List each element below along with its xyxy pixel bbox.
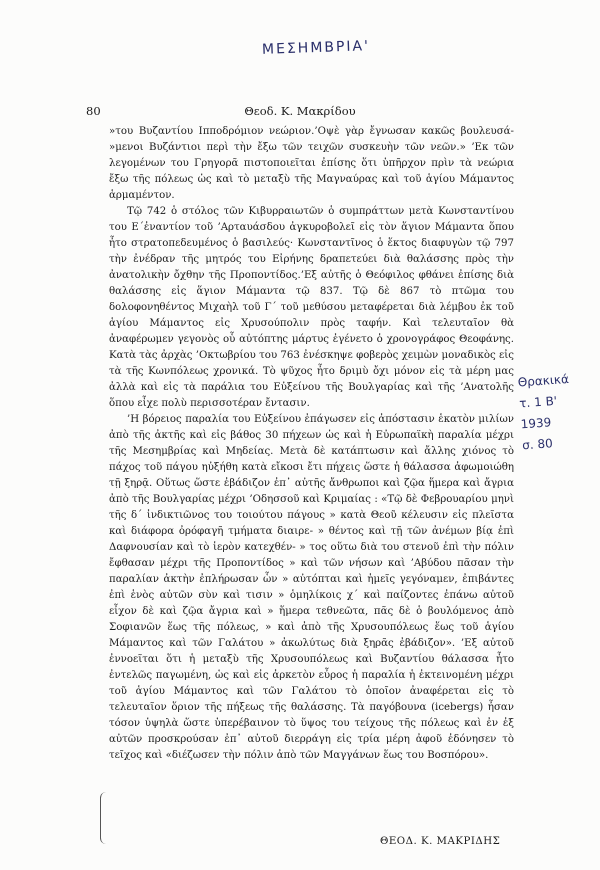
margin-note-line: τ. 1 Β' (518, 393, 558, 411)
running-header (86, 104, 514, 120)
margin-note-line: Θρακικά (517, 371, 570, 390)
paragraph: ’Η βόρειος παραλία του Εὐξείνου ἐπάγωσεν εἰς ἀπόστασιν ἑκατὸν μιλίων ἀπὸ τῆς ἀκτῆς καὶ εἰς βάθος 30 πήχεων ὡς καὶ ἡ Εὐρωπαϊκὴ παραλία μέχρι τῆς Μεσημβρίας καὶ Μηδείας. Μετὰ δὲ κατάπτωσιν καὶ ἄλλης χιόνος τὸ πάχος τοῦ πάγου ηὐξήθη κατὰ εἴκοσι ἔτι πήχεις ὥστε ἡ θάλασσα ἀφωμοιώθη τῇ ξηρᾷ. Οὕτως ὥστε ἐβάδιζον ἐπ᾽ αὐτῆς ἄνθρωποι καὶ ζῷα ἥμερα καὶ ἄγρια ἀπὸ τῆς Βουλγαρίας μέχρι ’Οδησσοῦ καὶ Κριμαίας : «Τῷ δὲ Φεβρουαρίου μηνὶ τῆς δ΄ ἰνδικτιῶνος του τοιούτου πάγους » κατὰ Θεοῦ κέλευσιν εἰς πλεῖστα καὶ διάφορα ὀρόφαγῆ τμήματα διαιρε- » θέντος καὶ τῇ τῶν ἀνέμων βίᾳ ἐπὶ Δαφνουσίαν καὶ τὸ ἱερὸν κατεχθέν- » τος οὕτω διὰ του στενοῦ ἐπὶ τὴν πόλιν ἔφθασαν μέχρι τῆς Προποντίδος » καὶ τῶν νήσων καὶ ’Αβύδου πᾶσαν τὴν παραλίαν ἀκτὴν ἐπλήρωσαν ὧν » αὐτόπται καὶ ἡμεῖς γεγόναμεν, ἐπιβάντες ἐπὶ ἑνὸς αὐτῶν σὺν καὶ τισιν » ὁμηλίκοις χ΄ καὶ παίζοντες ἐπάνω αὐτοῦ εἶχον δὲ καὶ ζῷα ἄγρια καὶ » ἥμερα τεθνεῶτα, πᾶς δὲ ὁ βουλόμενος ἀπὸ Σοφιανῶν ἕως τῆς πόλεως, » καὶ ἀπὸ τῆς Χρυσουπόλεως ἕως τοῦ ἁγίου Μάμαντος καὶ τῶν Γαλάτου » ἀκωλύτως διὰ ξηρᾶς ἐβάδιζον». ’Εξ αὐτοῦ ἐννοεῖται ὅτι ἡ μεταξὺ τῆς Χρυσουπόλεως καὶ Βυζαντίου θάλασσα ἦτο ἐντελῶς παγωμένη, ὡς καὶ εἰς ἀρκετὸν εὖρος ἡ παραλία ἡ ἐκτεινομένη μέχρι τοῦ ἁγίου Μάμαντος καὶ τῶν Γαλάτου τὸ ὁποῖον ἀναφέρεται εἰς τὸ τελευταῖον ὅριον τῆς πήξεως τῆς θαλάσσης. Τὰ παγόβουνα (icebergs) ἦσαν τόσον ὑψηλὰ ὥστε ὑπερέβαινον τὸ ὕψος του τείχους τῆς πόλεως καὶ ἐν ἐξ αὐτῶν προσκρούσαν ἐπ᾽ αὐτοῦ διερράγη εἰς τρία μέρη ἀφοῦ ἐδόνησεν τὸ τεῖχος καὶ «διέζωσεν τὴν πόλιν ἀπὸ τῶν Μαγγάνων ἕως του Βοσπόρου». (109, 414, 514, 761)
running-header-author: Θεοδ. Κ. Μακρίδου (244, 104, 356, 118)
handwritten-margin-annotation (517, 368, 593, 457)
margin-note-line: 1939 (520, 415, 552, 432)
paragraph: »του Βυζαντίου Ιπποδρόμιον νεώριον.’Οψὲ γὰρ ἔγνωσαν κακῶς βουλευσά- »μενοι Βυζάντιοι περὶ τὴν ἔξω τῶν τειχῶν συσκευὴν τῶν νεῶν.» ’Εκ τῶν λεγομένων του Γρηγορᾶ πιστοποιεῖται ἐπίσης ὅτι ὑπῆρχον πρὶν τὰ νεώρια ἔξω τῆς πόλεως ὡς καὶ τὸ μεταξὺ τῆς Μαγναύρας καὶ τοῦ ἁγίου Μάμαντος ἁρμαμέντον. (109, 126, 514, 201)
paragraph: Τῷ 742 ὁ στόλος τῶν Κιβυρραιωτῶν ὁ συμπράττων μετὰ Κωνσταντίνου του Ε΄ἐναντίον τοῦ ’Αρταυάσδου ἀγκυροβολεῖ εἰς τὸν ἅγιον Μάμαντα ὅπου ἦτο στρατοπεδευμένος ὁ βασιλεύς· Κωνσταντῖνος ὁ ἕκτος διαφυγὼν τῷ 797 τὴν ἐνέδραν τῆς μητρός του Εἰρήνης δραπετεύει διὰ θαλάσσης πρὸς τὴν ἀνατολικὴν ὄχθην τῆς Προποντίδος.’Εξ αὐτῆς ὁ Θεόφιλος φθάνει ἐπίσης διὰ θαλάσσης εἰς ἅγιον Μάμαντα τῷ 837. Τῷ δὲ 867 τὸ πτῶμα του δολοφονηθέντος Μιχαὴλ τοῦ Γ΄ τοῦ μεθύσου μεταφέρεται διὰ λέμβου ἐκ τοῦ ἁγίου Μάμαντος εἰς Χρυσούπολιν πρὸς ταφήν. Καὶ τελευταῖον θὰ ἀναφέρωμεν γεγονὸς οὗ αὐτόπτης μάρτυς ἐγένετο ὁ χρονογράφος Θεοφάνης. Κατὰ τὰς ἀρχὰς ’Οκτωβρίου του 763 ἐνέσκηψε φοβερὸς χειμὼν μοναδικὸς εἰς τὰ τῆς Κωνπόλεως χρονικά. Τὸ ψῦχος ἦτο δριμὺ ὄχι μόνον εἰς τὰ μέρη μας ἀλλὰ καὶ εἰς τὰ παράλια του Εὐξείνου τῆς Βουλγαρίας καὶ τῆς ’Ανατολῆς ὅπου εἶχε πολὺ περισσοτέραν ἔντασιν. (109, 206, 514, 409)
handwritten-title-annotation: ΜΕΣΗΜΒΡΙΑ' (261, 38, 371, 58)
handwritten-bracket-mark (100, 792, 107, 844)
page-number: 80 (86, 104, 101, 118)
author-signature: ΘΕΟΔ. Κ. ΜΑΚΡΙΔΗΣ (380, 836, 501, 847)
body-text (109, 124, 514, 764)
margin-note-line: σ. 80 (521, 436, 554, 453)
